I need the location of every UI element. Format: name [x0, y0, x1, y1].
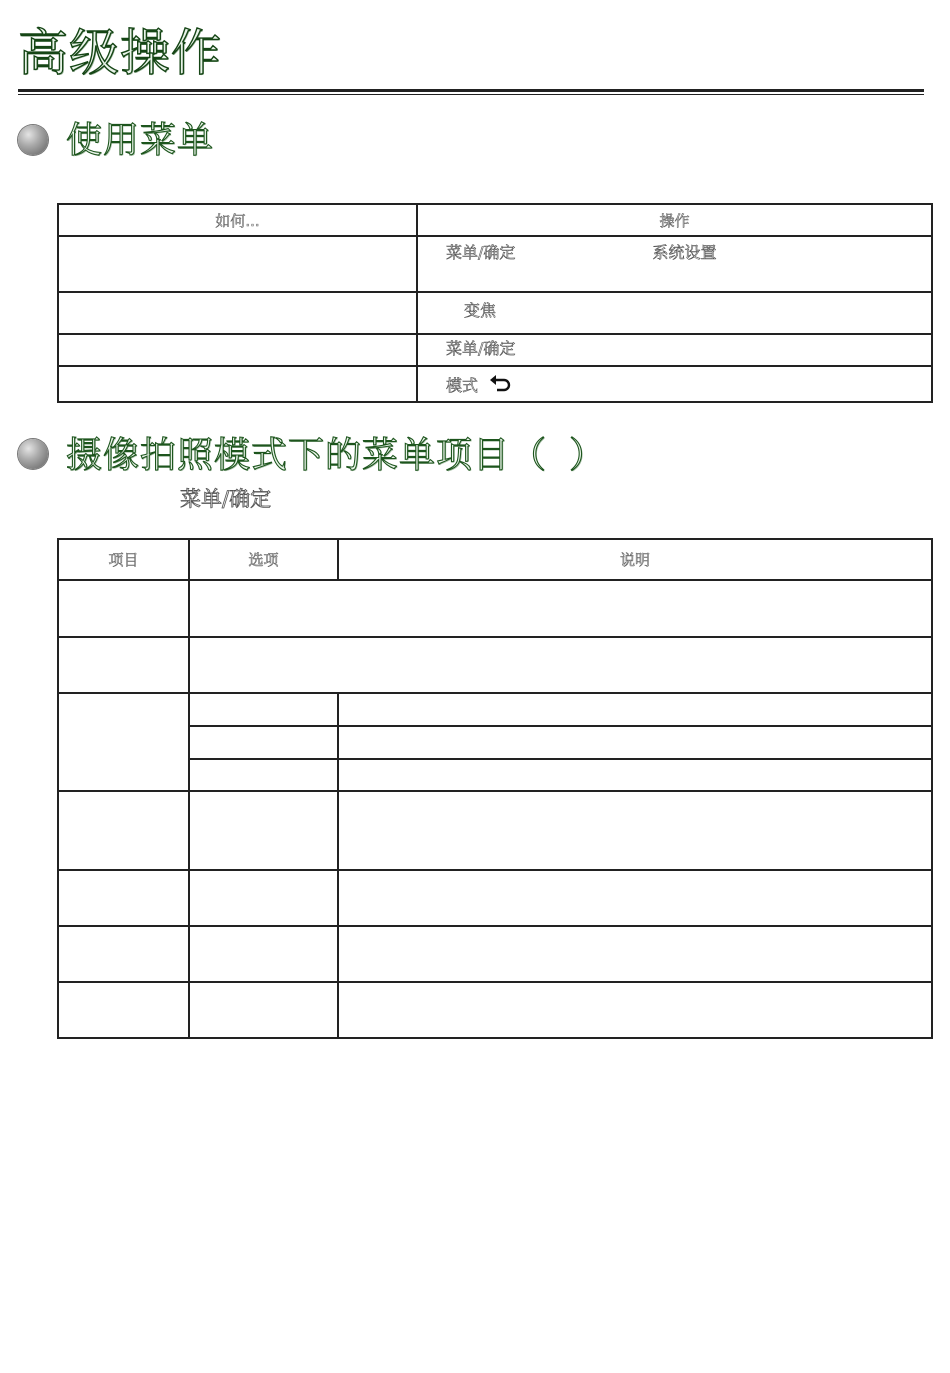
- how-cell: [58, 292, 417, 334]
- operation-text: 菜单/确定: [446, 243, 516, 262]
- column-header-item: 项目: [58, 539, 189, 580]
- description-cell: [338, 982, 932, 1038]
- item-cell: [58, 982, 189, 1038]
- description-cell: [338, 791, 932, 870]
- table-row: [58, 759, 932, 791]
- menu-operations-table: [57, 203, 933, 403]
- item-cell: [58, 791, 189, 870]
- item-cell: [58, 926, 189, 982]
- operation-cell: [417, 292, 932, 334]
- table-row: [58, 693, 932, 726]
- option-cell: [189, 726, 338, 759]
- operation-text: 变焦: [464, 301, 497, 320]
- page-title: 高级操作: [18, 24, 222, 82]
- column-header-option: 选项: [189, 539, 338, 580]
- table-row: [58, 726, 932, 759]
- operation-text: 菜单/确定: [446, 339, 516, 358]
- return-arrow-icon: [489, 373, 513, 397]
- section-bullet-icon: [18, 125, 48, 155]
- table-row: [58, 637, 932, 693]
- operation-cell: [417, 334, 932, 366]
- operation-text: 模式: [446, 375, 479, 395]
- title-rule: [18, 89, 924, 92]
- column-header-description: 说明: [338, 539, 932, 580]
- table-row: [58, 926, 932, 982]
- operation-cell: [417, 366, 932, 402]
- table-row: [58, 580, 932, 637]
- section-heading-items-text: 摄像拍照模式下的菜单项目（: [66, 435, 548, 476]
- description-cell: [338, 759, 932, 791]
- option-cell: [189, 759, 338, 791]
- title-rule-thin: [18, 94, 924, 95]
- column-header-operation: 操作: [417, 204, 932, 236]
- operation-cell: [417, 236, 932, 292]
- section-heading-items: [66, 434, 606, 478]
- description-cell: [189, 580, 932, 637]
- section-heading-menu: 使用菜单: [66, 120, 215, 161]
- item-cell: [58, 870, 189, 926]
- option-cell: [189, 693, 338, 726]
- option-cell: [189, 926, 338, 982]
- description-cell: [338, 926, 932, 982]
- table-row: [58, 982, 932, 1038]
- operation-text: 系统设置: [652, 243, 717, 262]
- how-cell: [58, 334, 417, 366]
- how-cell: [58, 366, 417, 402]
- description-cell: [338, 726, 932, 759]
- description-cell: [338, 693, 932, 726]
- how-cell: [58, 236, 417, 292]
- option-cell: [189, 982, 338, 1038]
- item-cell: [58, 693, 189, 791]
- menu-items-table: [57, 538, 933, 1039]
- section-bullet-icon: [18, 439, 48, 469]
- description-cell: [189, 637, 932, 693]
- description-cell: [338, 870, 932, 926]
- menu-ok-note: 菜单/确定: [180, 487, 272, 511]
- item-cell: [58, 580, 189, 637]
- option-cell: [189, 870, 338, 926]
- section-heading-items-close: ）: [569, 435, 607, 476]
- option-cell: [189, 791, 338, 870]
- table-row: [58, 791, 932, 870]
- item-cell: [58, 637, 189, 693]
- table-row: [58, 870, 932, 926]
- column-header-how: 如何...: [58, 204, 417, 236]
